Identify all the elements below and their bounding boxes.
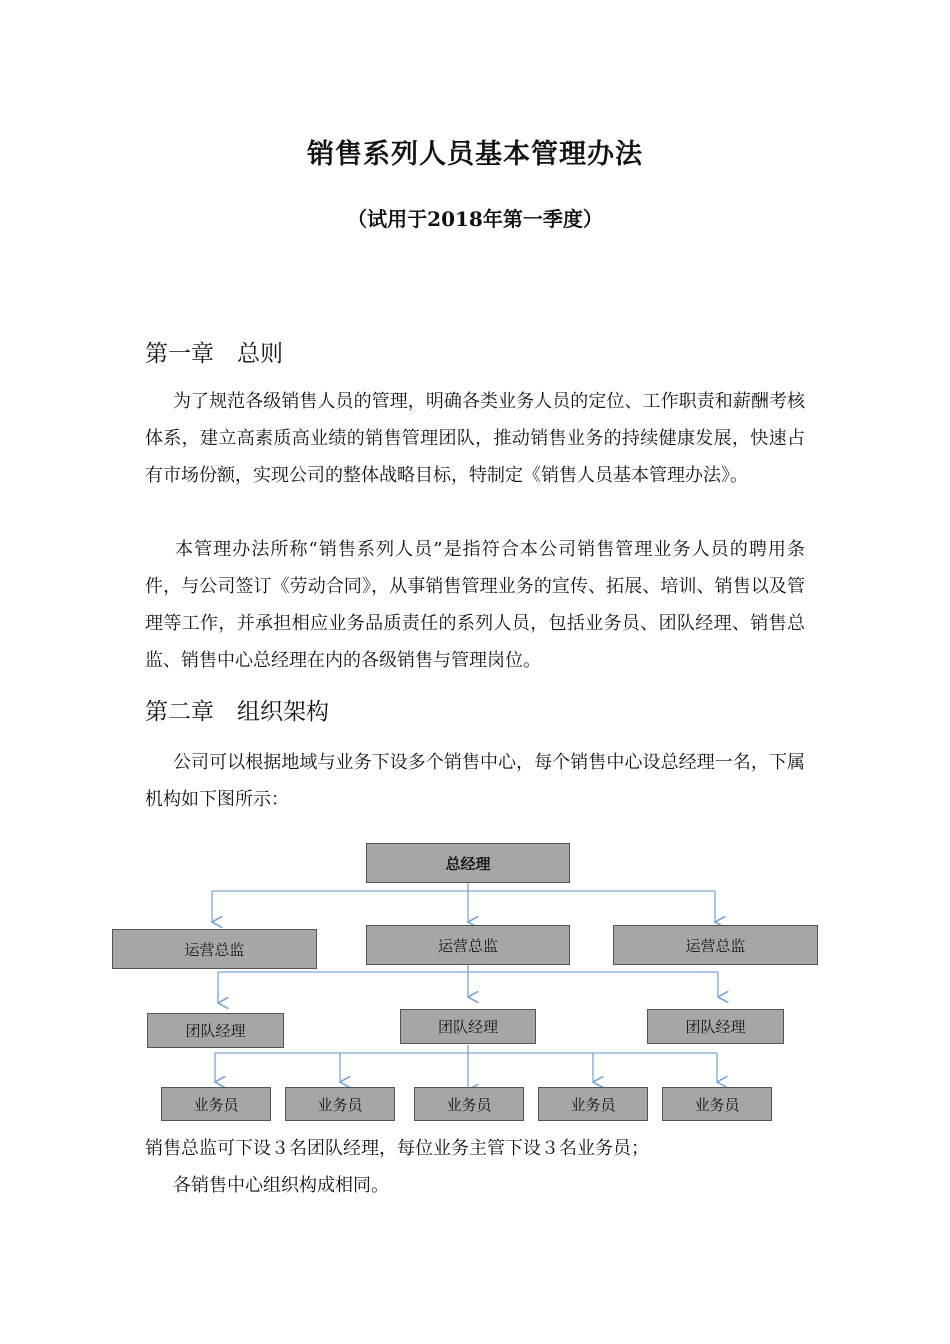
org-node-salesperson: 业务员 bbox=[161, 1087, 271, 1121]
chapter2-paragraph-1: 公司可以根据地域与业务下设多个销售中心，每个销售中心设总经理一名，下属机构如下图所示： bbox=[145, 752, 805, 810]
chapter2-heading: 第二章 组织架构 bbox=[145, 699, 329, 725]
org-node-salesperson: 业务员 bbox=[538, 1087, 648, 1121]
org-node-team-manager: 团队经理 bbox=[647, 1009, 784, 1044]
chapter2-note-2: 各销售中心组织构成相同。 bbox=[173, 1175, 389, 1196]
document-subtitle: （试用于2018年第一季度） bbox=[347, 207, 603, 231]
chapter1-paragraph-1: 为了规范各级销售人员的管理，明确各类业务人员的定位、工作职责和薪酬考核体系，建立高素质高业绩的销售管理团队，推动销售业务的持续健康发展，快速占有市场份额，实现公司的整体战略目标，特制定《销售人员基本管理办法》。 bbox=[145, 391, 805, 486]
org-node-salesperson: 业务员 bbox=[414, 1087, 524, 1121]
org-node-team-manager: 团队经理 bbox=[400, 1009, 536, 1044]
org-node-operations-director: 运营总监 bbox=[112, 929, 317, 969]
org-node-team-manager: 团队经理 bbox=[147, 1013, 284, 1048]
org-node-salesperson: 业务员 bbox=[285, 1087, 395, 1121]
chapter1-heading: 第一章 总则 bbox=[145, 341, 283, 367]
document-title: 销售系列人员基本管理办法 bbox=[307, 139, 643, 170]
org-node-salesperson: 业务员 bbox=[662, 1087, 772, 1121]
chapter1-paragraph-2: 本管理办法所称“销售系列人员”是指符合本公司销售管理业务人员的聘用条件，与公司签订《劳动合同》，从事销售管理业务的宣传、拓展、培训、销售以及管理等工作，并承担相应业务品质责任的系列人员，包括业务员、团队经理、销售总监、销售中心总经理在内的各级销售与管理岗位。 bbox=[145, 539, 805, 671]
org-node-operations-director: 运营总监 bbox=[613, 925, 818, 965]
chapter2-note-1: 销售总监可下设３名团队经理，每位业务主管下设３名业务员； bbox=[145, 1138, 649, 1159]
org-node-general-manager: 总经理 bbox=[366, 843, 570, 883]
org-node-operations-director: 运营总监 bbox=[366, 925, 570, 965]
org-chart bbox=[110, 840, 830, 1125]
